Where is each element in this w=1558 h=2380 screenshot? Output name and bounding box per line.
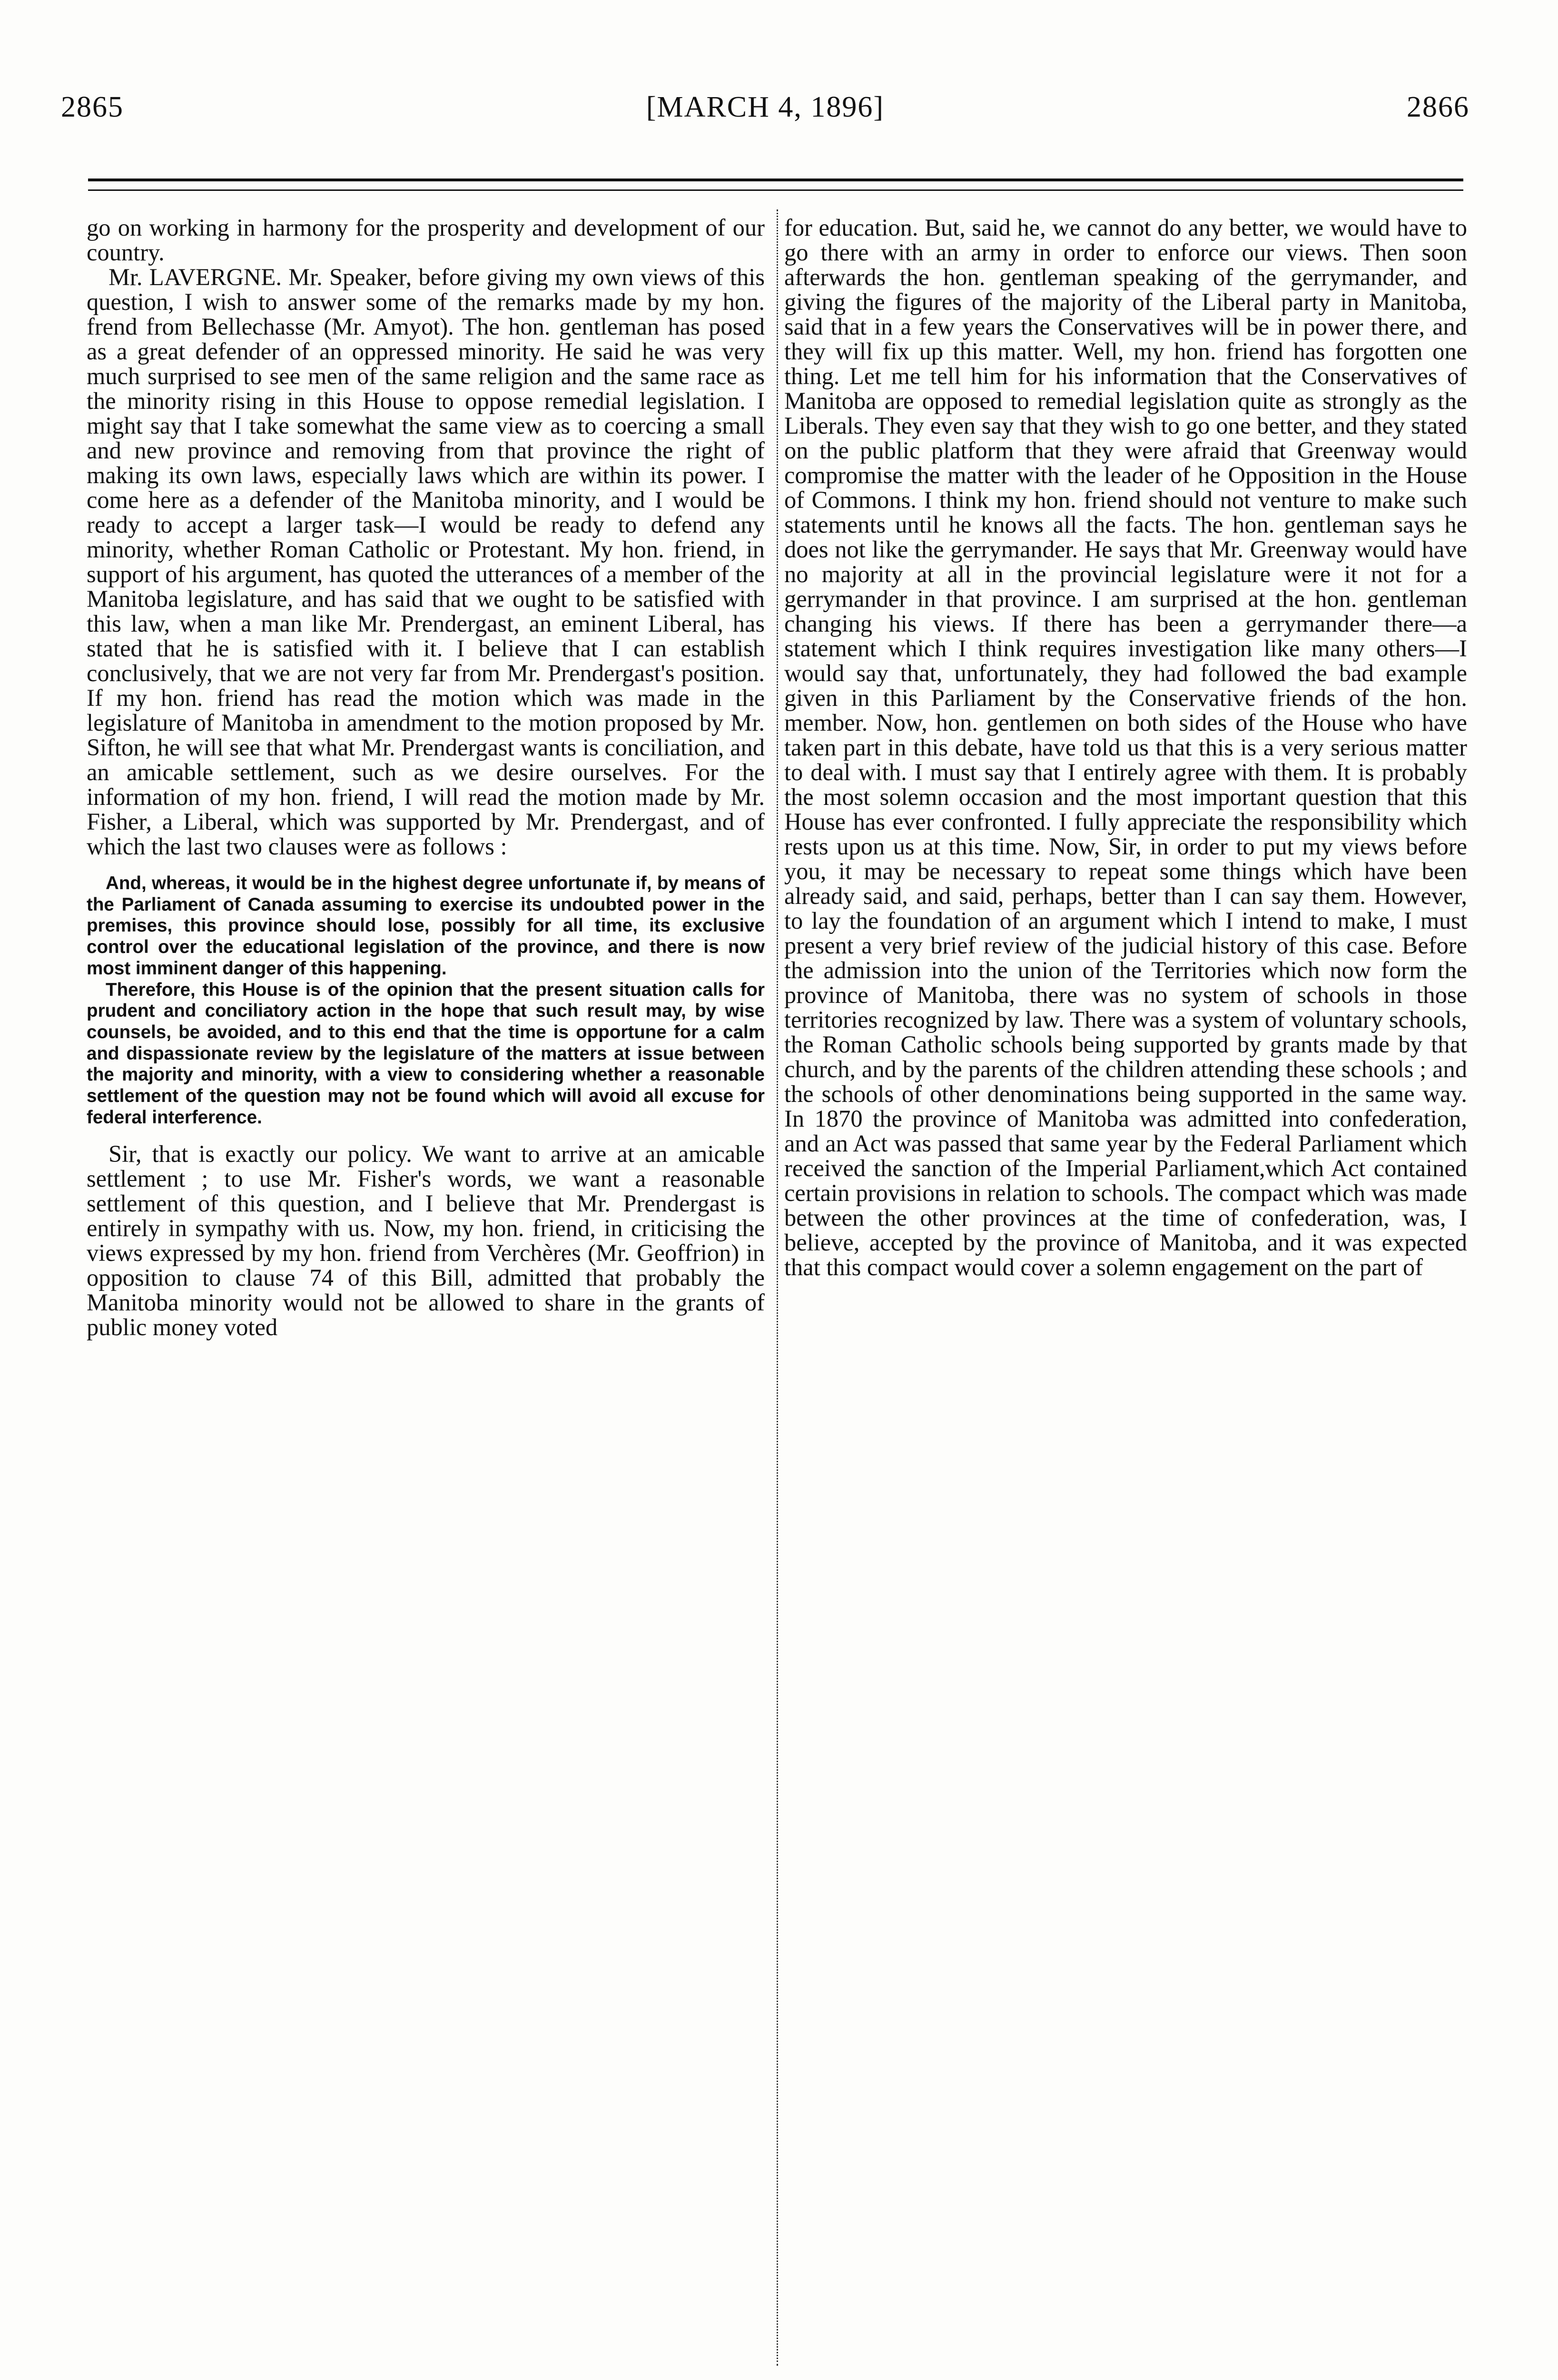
quoted-motion-clause-1: And, whereas, it would be in the highest degree unfortunate if, by means of the Parliament of Canada assuming to exercise its undoubted power in the premises, this province should lose, possibly for all time, its exclusive control over the educational legislation of the province, and there is now most imminent danger of this happening. [87,873,765,979]
page-number-left: 2865 [61,91,124,123]
left-column [87,215,765,1339]
column-divider [777,209,778,2366]
header-rule-thin [88,189,1463,191]
right-column [784,215,1467,1279]
quoted-motion [87,873,765,1128]
paragraph-education: for education. But, said he, we cannot do any better, we would have to go there with an army in order to enforce our views. Then soon afterwards the hon. gentleman speaking of the gerrymander, and giving the figures of the majority of the Liberal party in Manitoba, said that in a few years the Conservatives will be in power there, and they will fix up this matter. Well, my hon. friend has forgotten one thing. Let me tell him for his information that the Conservatives of Manitoba are opposed to remedial legislation quite as strongly as the Liberals. They even say that they wish to go one better, and they stated on the public platform that they were afraid that Greenway would compromise the matter with the leader of he Opposition in the House of Commons. I think my hon. friend should not venture to make such statements until he knows all the facts. The hon. gentleman says he does not like the gerrymander. He says that Mr. Greenway would have no majority at all in the provincial legislature were it not for a gerrymander in that province. I am surprised at the hon. gentleman changing his views. If there has been a gerrymander there—a statement which I think requires investigation like many others—I would say that, unfortunately, they had followed the bad example given in this Parliament by the Conservative friends of the hon. member. Now, hon. gentlemen on both sides of the House who have taken part in this debate, have told us that this is a very serious matter to deal with. I must say that I entirely agree with them. It is probably the most solemn occasion and the most important question that this House has ever confronted. I fully appreciate the responsibility which rests upon us at this time. Now, Sir, in order to put my views before you, it may be necessary to repeat some things which have been already said, and said, perhaps, better than I can say them. However, to lay the foundation of an argument which I intend to make, I must present a very brief review of the judicial history of this case. Before the admission into the union of the Territories which now form the province of Manitoba, there was no system of schools in those territories recognized by law. There was a system of voluntary schools, the Roman Catholic schools being supported by grants made by that church, and by the parents of the children attending these schools ; and the schools of other denominations being supported in the same way. In 1870 the province of Manitoba was admitted into confederation, and an Act was passed that same year by the Federal Parliament which received the sanction of the Imperial Parliament,which Act contained certain provisions in relation to schools. The compact which was made between the other provinces at the time of confederation, was, I believe, accepted by the province of Manitoba, and it was expected that this compact would cover a solemn engagement on the part of [784,214,1467,1280]
page-date: [MARCH 4, 1896] [646,91,885,123]
page-header [61,90,1469,138]
paragraph-policy: Sir, that is exactly our policy. We want to arrive at an amicable settlement ; to use Mr. Fisher's words, we want a reasonable settlement of this question, and I believe that Mr. Prendergast is entirely in sympathy with us. Now, my hon. friend, in criticising the views expressed by my hon. friend from Verchères (Mr. Geoffrion) in opposition to clause 74 of this Bill, admitted that probably the Manitoba minority would not be allowed to share in the grants of public money voted [87,1140,765,1341]
paragraph-lavergne-speech: Mr. LAVERGNE. Mr. Speaker, before giving my own views of this question, I wish to answer some of the remarks made by my hon. frend from Bellechasse (Mr. Amyot). The hon. gentleman has posed as a great defender of an oppressed minority. He said he was very much surprised to see men of the same religion and the same race as the minority rising in this House to oppose remedial legislation. I might say that I take somewhat the same view as to coercing a small and new province and removing from that province the right of making its own laws, especially laws which are within its power. I come here as a defender of the Manitoba minority, and I would be ready to accept a larger task—I would be ready to defend any minority, whether Roman Catholic or Protestant. My hon. friend, in support of his argument, has quoted the utterances of a member of the Manitoba legislature, and has said that we ought to be satisfied with this law, when a man like Mr. Prendergast, an eminent Liberal, has stated that he is satisfied with it. I believe that I can establish conclusively, that we are not very far from Mr. Prendergast's position. If my hon. friend has read the motion which was made in the legislature of Manitoba in amendment to the motion proposed by Mr. Sifton, he will see that what Mr. Prendergast wants is conciliation, and an amicable settlement, such as we desire ourselves. For the information of my hon. friend, I will read the motion made by Mr. Fisher, a Liberal, which was supported by Mr. Prendergast, and of which the last two clauses were as follows : [87,264,765,860]
quoted-motion-clause-2: Therefore, this House is of the opinion that the present situation calls for prudent and conciliatory action in the hope that such result may, by wise counsels, be avoided, and to this end that the time is opportune for a calm and dispassionate review by the legislature of the matters at issue between the majority and minority, with a view to considering whether a reasonable settlement of the question may not be found which will avoid all excuse for federal interference. [87,979,765,1128]
page-number-right: 2866 [1407,91,1469,123]
paragraph-continuation: go on working in harmony for the prosperity and development of our country. [87,214,765,266]
header-rule-thick [88,178,1463,181]
